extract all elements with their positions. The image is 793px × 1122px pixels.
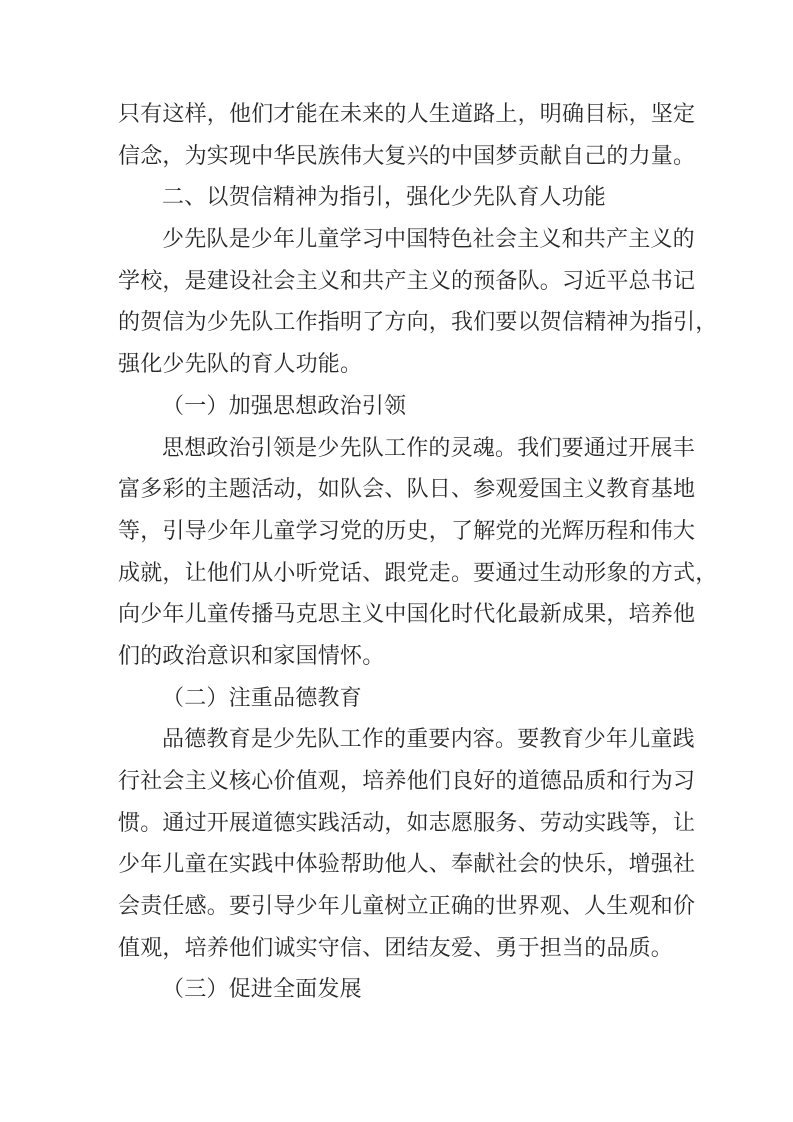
text-line: 学校，是建设社会主义和共产主义的预备队。习近平总书记 [118, 267, 696, 293]
text-line: 二、以贺信精神为指引，强化少先队育人功能 [162, 184, 607, 210]
text-line: 们的政治意识和家国情怀。 [118, 642, 385, 668]
text-line: 只有这样，他们才能在未来的人生道路上，明确目标，坚定 [118, 101, 696, 126]
text-line: 富多彩的主题活动，如队会、队日、参观爱国主义教育基地 [118, 476, 696, 502]
text-line: 成就，让他们从小听党话、跟党走。要通过生动形象的方式， [118, 559, 718, 585]
document-text-block [118, 93, 718, 1010]
text-line: 向少年儿童传播马克思主义中国化时代化最新成果，培养他 [118, 601, 696, 627]
text-line: （二）注重品德教育 [162, 684, 362, 710]
text-line: 思想政治引领是少先队工作的灵魂。我们要通过开展丰 [162, 434, 695, 460]
text-line: 值观，培养他们诚实守信、团结友爱、勇于担当的品质。 [118, 934, 674, 960]
text-line: （一）加强思想政治引领 [162, 392, 407, 418]
text-line: 会责任感。要引导少年儿童树立正确的世界观、人生观和价 [118, 893, 696, 919]
text-line: 少先队是少年儿童学习中国特色社会主义和共产主义的 [162, 226, 695, 252]
text-line: 惯。通过开展道德实践活动，如志愿服务、劳动实践等，让 [118, 809, 696, 835]
text-line: 的贺信为少先队工作指明了方向，我们要以贺信精神为指引， [118, 309, 718, 335]
text-line: 品德教育是少先队工作的重要内容。要教育少年儿童践 [162, 726, 695, 752]
text-line: 强化少先队的育人功能。 [118, 351, 363, 377]
text-line: 少年儿童在实践中体验帮助他人、奉献社会的快乐，增强社 [118, 851, 696, 877]
text-line: 行社会主义核心价值观，培养他们良好的道德品质和行为习 [118, 768, 696, 793]
text-line: 信念，为实现中华民族伟大复兴的中国梦贡献自己的力量。 [118, 142, 696, 168]
text-line: 等，引导少年儿童学习党的历史，了解党的光辉历程和伟大 [118, 517, 696, 543]
text-line: （三）促进全面发展 [162, 976, 362, 1002]
